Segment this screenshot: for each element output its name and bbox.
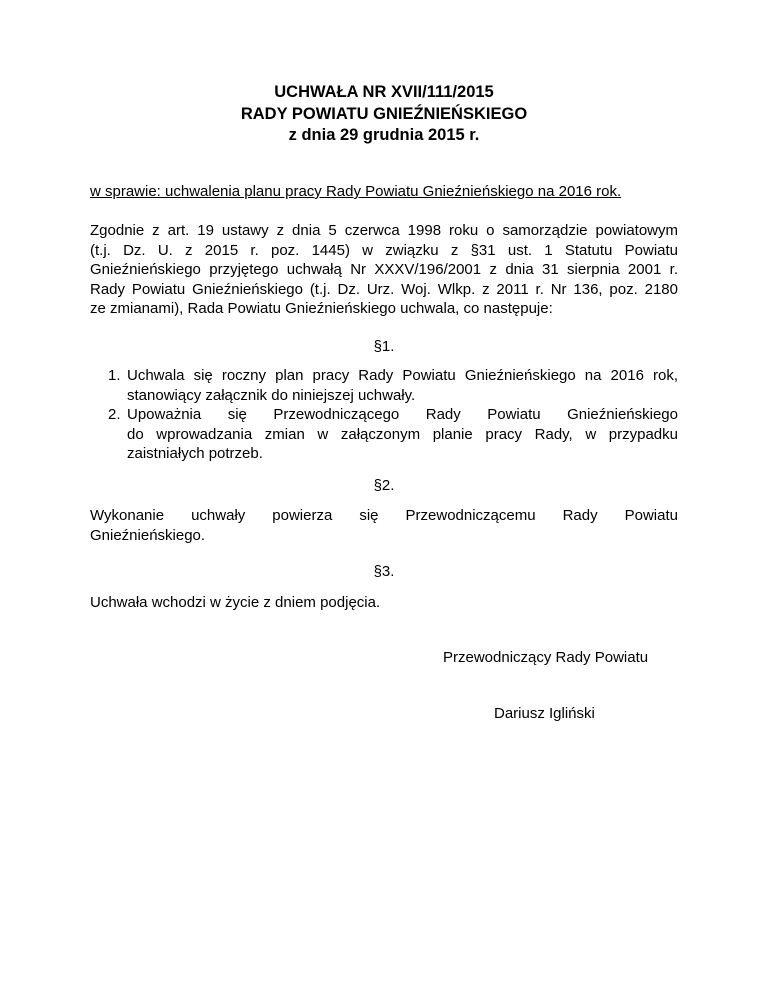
- intro-line: ze zmianami), Rada Powiatu Gnieźnieńskiego uchwala, co następuje:: [90, 300, 553, 317]
- list-item-line: do wprowadzania zmian w załączonym planie pracy Rady, w przypadku: [127, 425, 678, 443]
- title-resolution-number: UCHWAŁA NR XVII/111/2015: [274, 83, 494, 101]
- list-item: [108, 405, 678, 464]
- list-item: [108, 366, 678, 405]
- document-title: [0, 82, 768, 147]
- section-3-text: Uchwała wchodzi w życie z dniem podjęcia.: [90, 594, 381, 611]
- signature-title: Przewodniczący Rady Powiatu: [443, 649, 649, 666]
- intro-line: Rady Powiatu Gnieźnieńskiego (t.j. Dz. Urz. Woj. Wlkp. z 2011 r. Nr 136, poz. 2180: [90, 280, 678, 298]
- list-item-number: 2.: [108, 406, 121, 423]
- list-item-line: zaistniałych potrzeb.: [127, 445, 263, 462]
- section-1-list: [108, 366, 678, 464]
- section-2-line: Wykonanie uchwały powierza się Przewodniczącemu Rady Powiatu: [90, 507, 678, 524]
- list-item-line: Uchwala się roczny plan pracy Rady Powiatu Gnieźnieńskiego na 2016 rok,: [127, 367, 678, 384]
- title-date: z dnia 29 grudnia 2015 r.: [288, 126, 480, 144]
- subject-line: w sprawie: uchwalenia planu pracy Rady Powiatu Gnieźnieńskiego na 2016 rok.: [90, 183, 622, 200]
- list-item-number: 1.: [108, 367, 121, 384]
- section-2-heading: §2.: [373, 477, 395, 494]
- title-council-name: RADY POWIATU GNIEŹNIEŃSKIEGO: [240, 104, 528, 123]
- section-2-text: [90, 506, 678, 545]
- intro-line: (t.j. Dz. U. z 2015 r. poz. 1445) w związku z §31 ust. 1 Statutu Powiatu: [90, 241, 678, 259]
- list-item-line: stanowiący załącznik do niniejszej uchwały.: [127, 386, 416, 404]
- intro-line: Gnieźnieńskiego przyjętego uchwałą Nr XXXV/196/2001 z dnia 31 sierpnia 2001 r.: [90, 261, 678, 278]
- list-item-line: Upoważnia się Przewodniczącego Rady Powiatu Gnieźnieńskiego: [127, 406, 678, 423]
- signature-name: Dariusz Igliński: [494, 705, 595, 722]
- section-3-heading: §3.: [373, 563, 395, 580]
- intro-paragraph: [90, 221, 678, 319]
- intro-line: Zgodnie z art. 19 ustawy z dnia 5 czerwca 1998 roku o samorządzie powiatowym: [90, 222, 678, 239]
- section-1-heading: §1.: [373, 338, 395, 355]
- section-2-line: Gnieźnieńskiego.: [90, 526, 206, 544]
